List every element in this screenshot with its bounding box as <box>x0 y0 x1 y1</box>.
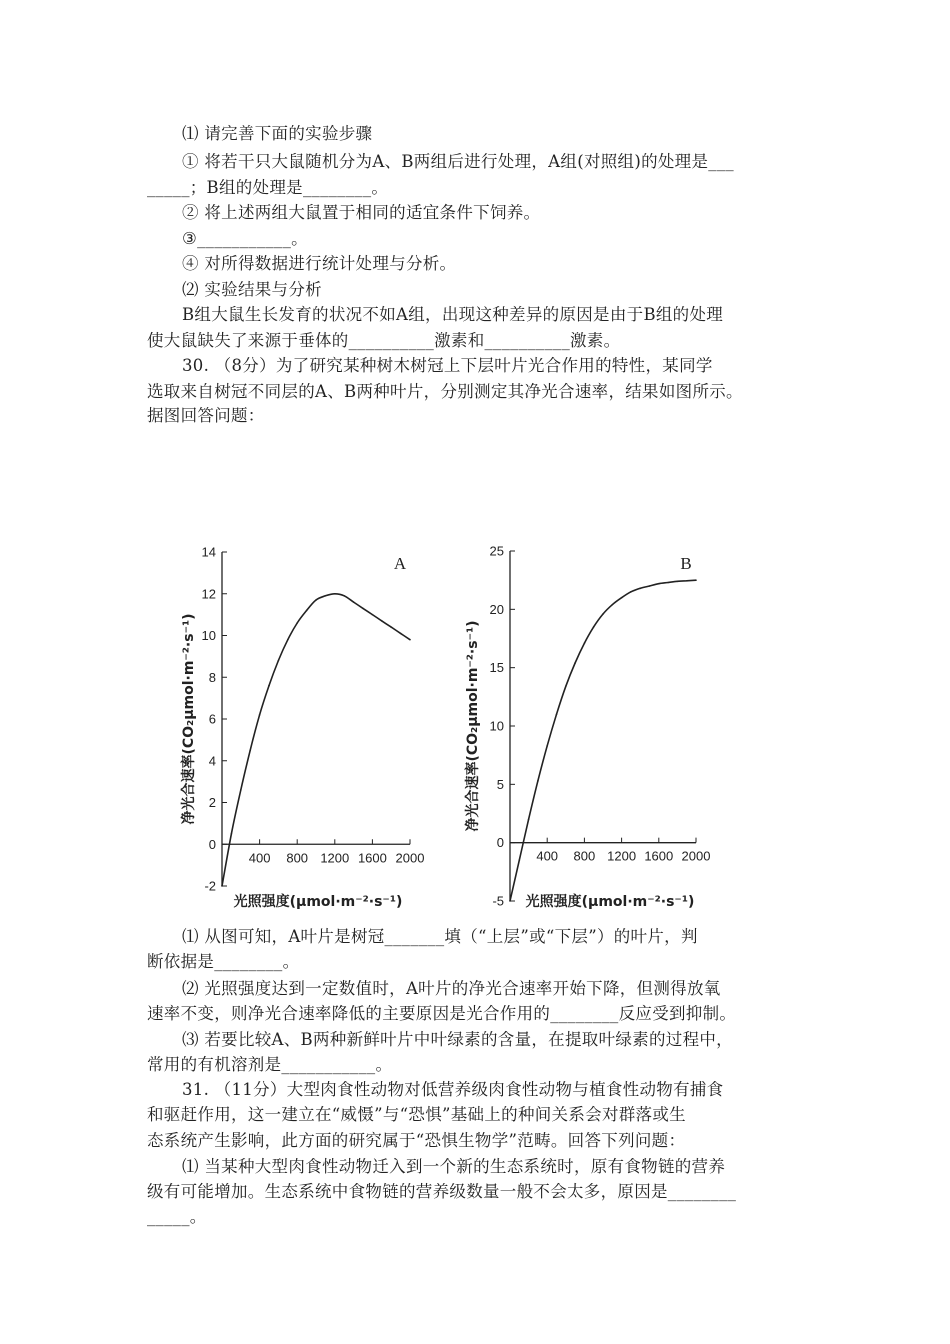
text-line: 据图回答问题： <box>147 406 265 425</box>
y-tick-label: 5 <box>496 776 504 792</box>
text-line: _____；B组的处理是________。 <box>147 178 389 197</box>
y-axis-title: 净光合速率(CO₂μmol·m⁻²·s⁻¹) <box>465 620 481 832</box>
text-line: ⑴ 从图可知，A叶片是树冠_______填（“上层”或“下层”）的叶片，判 <box>182 927 698 946</box>
y-tick-label: 15 <box>489 660 504 676</box>
y-tick-label: 6 <box>208 711 216 727</box>
text-line: 使大鼠缺失了来源于垂体的__________激素和__________激素。 <box>147 331 621 350</box>
data-point <box>621 597 623 599</box>
text-line: 和驱赶作用，这一建立在“威慑”与“恐惧”基础上的种间关系会对群落或生 <box>147 1105 686 1124</box>
text-line: 态系统产生影响，此方面的研究属于“恐惧生物学”范畴。回答下列问题： <box>147 1131 686 1150</box>
data-point <box>221 885 223 887</box>
text-line: 31. （11分）大型肉食性动物对低营养级肉食性动物与植食性动物有捕食 <box>182 1080 724 1099</box>
text-line: ⑵ 实验结果与分析 <box>182 280 322 299</box>
x-tick-label: 400 <box>248 850 271 866</box>
data-point <box>630 591 632 593</box>
text-line: 速率不变，则净光合速率降低的主要原因是光合作用的________反应受到抑制。 <box>147 1004 737 1023</box>
data-point <box>537 780 539 782</box>
data-point <box>381 620 383 622</box>
data-point <box>584 642 586 644</box>
data-point <box>325 595 327 597</box>
y-tick-label: 12 <box>201 586 216 602</box>
panel-label: A <box>393 554 407 573</box>
data-point <box>565 686 567 688</box>
chart-B <box>464 544 710 911</box>
data-point <box>400 633 402 635</box>
data-point <box>249 750 251 752</box>
data-point <box>574 662 576 664</box>
data-point <box>231 833 233 835</box>
text-line: ⑴ 请完善下面的实验步骤 <box>182 124 373 143</box>
data-point <box>677 581 679 583</box>
y-tick-label: 10 <box>201 628 216 643</box>
data-point <box>509 900 511 902</box>
data-point <box>639 588 641 590</box>
text-line: ③___________。 <box>182 229 308 248</box>
y-tick-label: 4 <box>208 753 216 769</box>
data-point <box>390 626 392 628</box>
x-tick-label: 1600 <box>357 850 387 866</box>
x-tick-label: 800 <box>286 850 309 866</box>
data-point <box>259 714 261 716</box>
data-point <box>546 745 548 747</box>
x-tick-label: 1200 <box>320 850 350 866</box>
data-point <box>649 585 651 587</box>
text-line: ② 将上述两组大鼠置于相同的适宜条件下饲养。 <box>182 203 541 222</box>
data-point <box>409 639 411 641</box>
text-line: ① 将若干只大鼠随机分为A、B两组后进行处理，A组(对照组)的处理是___ <box>182 152 734 171</box>
chart-A <box>180 545 424 911</box>
data-point <box>315 599 317 601</box>
data-point <box>686 580 688 582</box>
data-point <box>306 610 308 612</box>
y-tick-label: 20 <box>489 601 504 617</box>
x-tick-label: 2000 <box>395 850 425 866</box>
data-point <box>362 608 364 610</box>
data-point <box>519 859 521 861</box>
x-tick-label: 1200 <box>607 848 637 864</box>
y-tick-label: 25 <box>489 543 504 559</box>
data-point <box>556 714 558 716</box>
y-axis-title: 净光合速率(CO₂μmol·m⁻²·s⁻¹) <box>181 613 197 825</box>
text-line: B组大鼠生长发育的状况不如A组，出现这种差异的原因是由于B组的处理 <box>182 305 724 324</box>
text-line: 30. （8分）为了研究某种树木树冠上下层叶片光合作用的特性，某同学 <box>182 356 713 375</box>
text-line: ⑵ 光照强度达到一定数值时，A叶片的净光合速率开始下降，但测得放氧 <box>182 979 721 998</box>
x-tick-label: 800 <box>573 848 596 864</box>
x-tick-label: 2000 <box>681 848 711 864</box>
data-point <box>278 660 280 662</box>
data-point <box>593 626 595 628</box>
text-line: ⑴ 当某种大型肉食性动物迁入到一个新的生态系统时，原有食物链的营养 <box>182 1157 726 1176</box>
text-line: 断依据是________。 <box>147 952 300 971</box>
data-point <box>240 789 242 791</box>
text-line: 选取来自树冠不同层的A、B两种叶片，分别测定其净光合速率，结果如图所示。 <box>147 382 743 401</box>
text-line: ⑶ 若要比较A、B两种新鲜叶片中叶绿素的含量，在提取叶绿素的过程中， <box>182 1030 733 1049</box>
data-point <box>372 614 374 616</box>
series-line <box>222 594 410 886</box>
data-point <box>602 613 604 615</box>
text-line: 级有可能增加。生态系统中食物链的营养级数量一般不会太多，原因是________ <box>147 1182 737 1201</box>
y-tick-label: 0 <box>208 836 216 852</box>
data-point <box>334 593 336 595</box>
data-point <box>667 582 669 584</box>
y-tick-label: 14 <box>201 544 216 560</box>
text-line: ④ 对所得数据进行统计处理与分析。 <box>182 254 457 273</box>
data-point <box>343 595 345 597</box>
y-tick-label: 10 <box>489 718 504 734</box>
y-tick-label: 2 <box>208 795 216 810</box>
data-point <box>353 601 355 603</box>
text-line: 常用的有机溶剂是___________。 <box>147 1055 393 1074</box>
data-point <box>695 579 697 581</box>
y-tick-label: -2 <box>204 878 216 894</box>
data-point <box>287 639 289 641</box>
data-point <box>268 685 270 687</box>
y-tick-label: 8 <box>208 669 216 685</box>
data-point <box>528 819 530 821</box>
x-axis-title: 光照强度(μmol·m⁻²·s⁻¹) <box>525 894 695 910</box>
data-point <box>296 622 298 624</box>
x-axis-title: 光照强度(μmol·m⁻²·s⁻¹) <box>233 894 403 910</box>
text-line: _____。 <box>147 1207 207 1226</box>
data-point <box>612 604 614 606</box>
x-tick-label: 1600 <box>644 848 674 864</box>
data-point <box>658 583 660 585</box>
y-tick-label: 0 <box>496 835 504 851</box>
x-tick-label: 400 <box>536 848 559 864</box>
y-tick-label: -5 <box>492 893 504 909</box>
panel-label: B <box>680 554 692 573</box>
